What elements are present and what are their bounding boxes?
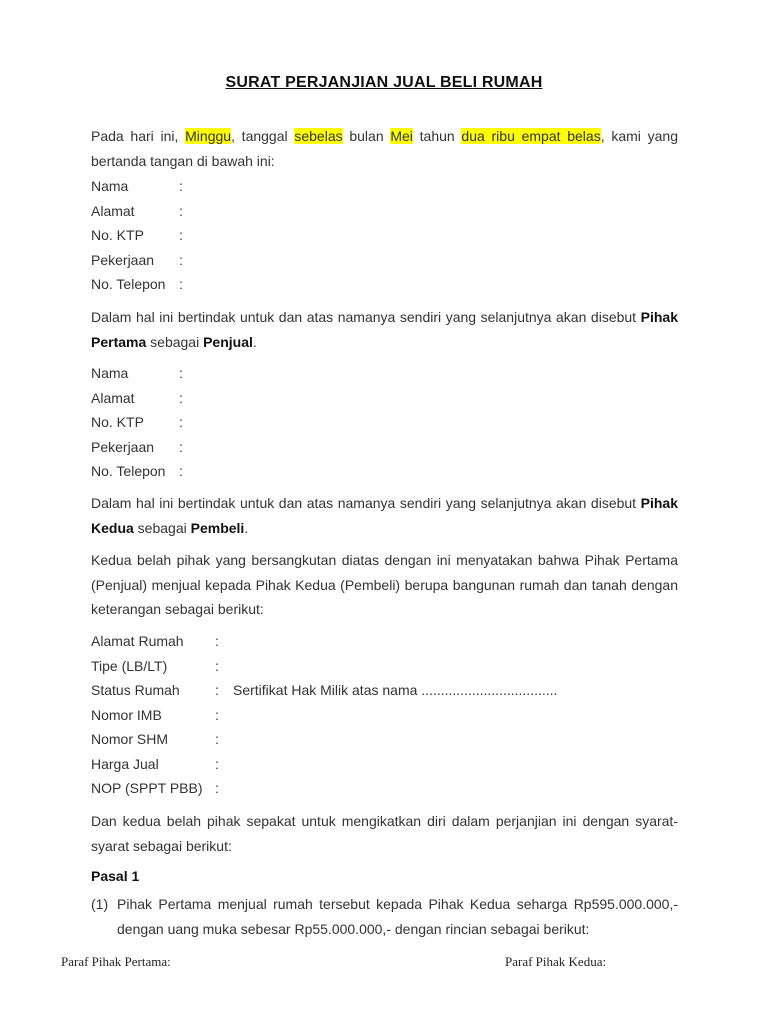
field-colon: : xyxy=(179,202,183,219)
field-label: Tipe (LB/LT) xyxy=(91,657,168,674)
field-label: No. Telepon xyxy=(91,463,166,479)
field-colon: : xyxy=(179,389,183,406)
field-colon: : xyxy=(179,227,183,243)
document-title: SURAT PERJANJIAN JUAL BELI RUMAH xyxy=(225,74,543,91)
field-row xyxy=(91,361,678,386)
field-label: Pekerjaan xyxy=(91,438,155,455)
field-row xyxy=(91,174,678,199)
field-row xyxy=(91,752,678,777)
party2-role-name: Pihak Kedua xyxy=(91,495,678,536)
property-fields xyxy=(91,629,678,801)
field-row xyxy=(91,248,678,273)
pasal-item-number: (1) xyxy=(91,896,109,912)
highlight-month: Mei xyxy=(390,128,413,144)
field-row xyxy=(91,410,678,435)
footer-initial-first-party: Paraf Pihak Pertama: xyxy=(61,954,171,969)
field-label: Alamat xyxy=(91,389,135,406)
field-colon: : xyxy=(215,706,219,723)
field-row xyxy=(91,199,678,224)
pasal-item-text: Pihak Pertama menjual rumah tersebut kepada Pihak Kedua seharga Rp595.000.000,- dengan uang muka sebesar Rp55.000.000,- dengan rincian sebagai berikut: xyxy=(117,896,678,937)
party2-role: Pembeli xyxy=(190,519,245,536)
field-row xyxy=(91,272,678,297)
statement-text: Dalam hal ini bertindak untuk dan atas namanya sendiri yang selanjutnya akan disebut xyxy=(91,495,641,511)
opening-text-3: bulan xyxy=(342,128,391,144)
agreement-paragraph: Dan kedua belah pihak sepakat untuk mengikatkan diri dalam perjanjian ini dengan syarat-syarat sebagai berikut: xyxy=(91,813,678,854)
pasal-title: Pasal 1 xyxy=(91,868,140,884)
footer-initial-second-party: Paraf Pihak Kedua: xyxy=(505,954,607,969)
opening-text-4: tahun xyxy=(412,128,462,144)
party1-fields xyxy=(91,174,678,297)
highlight-year: dua ribu empat belas xyxy=(461,128,601,144)
field-colon: : xyxy=(215,682,219,698)
party1-statement xyxy=(91,305,678,354)
field-colon: : xyxy=(179,365,183,381)
field-label: Alamat xyxy=(91,202,135,219)
field-colon: : xyxy=(179,276,183,292)
field-label: Nomor IMB xyxy=(91,706,162,723)
field-label: No. KTP xyxy=(91,227,144,243)
pasal-item xyxy=(91,892,678,941)
field-colon: : xyxy=(179,178,183,194)
field-row xyxy=(91,703,678,728)
statement-text: sebagai xyxy=(133,519,191,536)
party1-role: Penjual xyxy=(203,333,253,350)
declaration-paragraph: Kedua belah pihak yang bersangkutan diatas dengan ini menyatakan bahwa Pihak Pertama (Penjual) menjual kepada Pihak Kedua (Pembeli) berupa bangunan rumah dan tanah dengan keterangan sebagai berikut: xyxy=(91,552,678,617)
statement-text: . xyxy=(244,519,249,536)
field-row xyxy=(91,435,678,460)
statement-text: sebagai xyxy=(146,333,204,350)
party1-role-name: Pihak Pertama xyxy=(91,309,678,350)
party2-fields xyxy=(91,361,678,484)
field-colon: : xyxy=(179,251,183,268)
field-label: Alamat Rumah xyxy=(91,633,184,649)
opening-paragraph xyxy=(91,124,678,173)
field-row xyxy=(91,386,678,411)
opening-text-5: , kami yang bertanda tangan di bawah ini: xyxy=(91,128,678,169)
field-row xyxy=(91,727,678,752)
field-row xyxy=(91,459,678,484)
field-row xyxy=(91,629,678,654)
field-colon: : xyxy=(179,463,183,479)
field-row xyxy=(91,776,678,801)
field-label: No. KTP xyxy=(91,414,144,430)
field-label: Pekerjaan xyxy=(91,251,155,268)
field-row xyxy=(91,678,678,703)
field-row xyxy=(91,654,678,679)
field-value: Sertifikat Hak Milik atas nama ................................... xyxy=(233,682,558,698)
statement-text: . xyxy=(252,333,257,350)
field-colon: : xyxy=(215,755,219,772)
field-colon: : xyxy=(179,414,183,430)
field-label: Status Rumah xyxy=(91,682,180,698)
field-colon: : xyxy=(215,657,219,674)
field-label: No. Telepon xyxy=(91,276,166,292)
field-row xyxy=(91,223,678,248)
opening-text-2: , tanggal xyxy=(231,128,295,144)
highlight-day: Minggu xyxy=(185,128,232,144)
field-label: Nama xyxy=(91,365,129,381)
field-label: Nomor SHM xyxy=(91,731,169,747)
party2-statement xyxy=(91,491,678,540)
field-colon: : xyxy=(215,780,219,796)
field-label: Harga Jual xyxy=(91,755,159,772)
field-label: NOP (SPPT PBB) xyxy=(91,780,203,796)
field-label: Nama xyxy=(91,178,129,194)
highlight-date: sebelas xyxy=(294,128,343,144)
statement-text: Dalam hal ini bertindak untuk dan atas namanya sendiri yang selanjutnya akan disebut xyxy=(91,309,641,325)
opening-text-1: Pada hari ini, xyxy=(91,128,186,144)
field-colon: : xyxy=(215,731,219,747)
field-colon: : xyxy=(179,438,183,455)
field-colon: : xyxy=(215,633,219,649)
